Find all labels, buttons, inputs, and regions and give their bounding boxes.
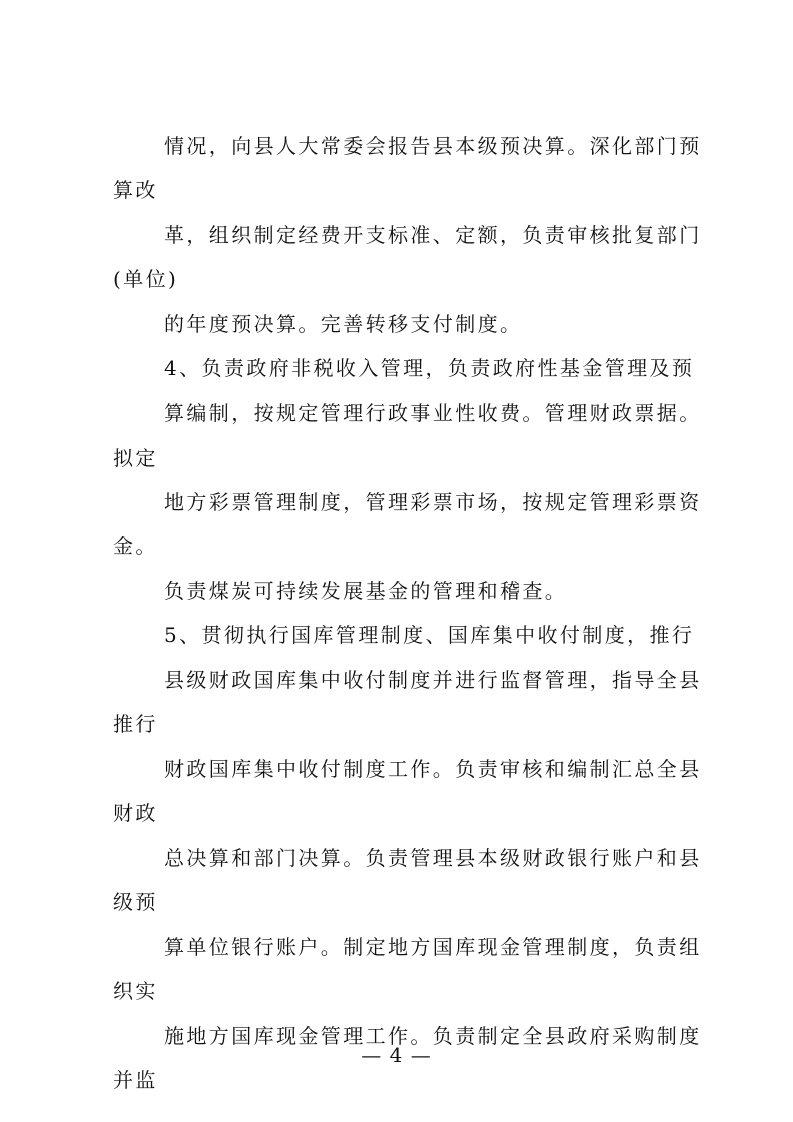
text-line: 推行 — [113, 712, 158, 736]
page-number: — 4 — — [361, 1043, 432, 1067]
text-line: 施地方国库现金管理工作。负责制定全县政府采购制度 — [164, 1024, 702, 1048]
text-line: 织实 — [113, 979, 158, 1003]
list-item-4: 4、负责政府非税收入管理，负责政府性基金管理及预 — [164, 356, 695, 380]
text-line: 总决算和部门决算。负责管理县本级财政银行账户和县 — [164, 846, 702, 870]
text-line: 并监 — [113, 1068, 158, 1092]
text-line: 级预 — [113, 890, 158, 914]
text-line: 财政 — [113, 801, 158, 825]
text-line: 情况，向县人大常委会报告县本级预决算。深化部门预 — [164, 134, 702, 158]
text-line: 的年度预决算。完善转移支付制度。 — [164, 312, 523, 336]
text-line: 财政国库集中收付制度工作。负责审核和编制汇总全县 — [164, 757, 702, 781]
text-line: (单位) — [113, 267, 179, 291]
list-item-5: 5、贯彻执行国库管理制度、国库集中收付制度，推行 — [164, 623, 695, 647]
text-line: 拟定 — [113, 446, 158, 470]
text-line: 算编制，按规定管理行政事业性收费。管理财政票据。 — [164, 401, 702, 425]
text-line: 金。 — [113, 534, 158, 558]
text-line: 算单位银行账户。制定地方国库现金管理制度，负责组 — [164, 935, 702, 959]
text-line: 县级财政国库集中收付制度并进行监督管理，指导全县 — [164, 668, 702, 692]
text-line: 地方彩票管理制度，管理彩票市场，按规定管理彩票资 — [164, 490, 702, 514]
text-line: 负责煤炭可持续发展基金的管理和稽查。 — [164, 579, 568, 603]
text-line: 革，组织制定经费开支标准、定额，负责审核批复部门 — [164, 223, 702, 247]
text-line: 算改 — [113, 178, 158, 202]
